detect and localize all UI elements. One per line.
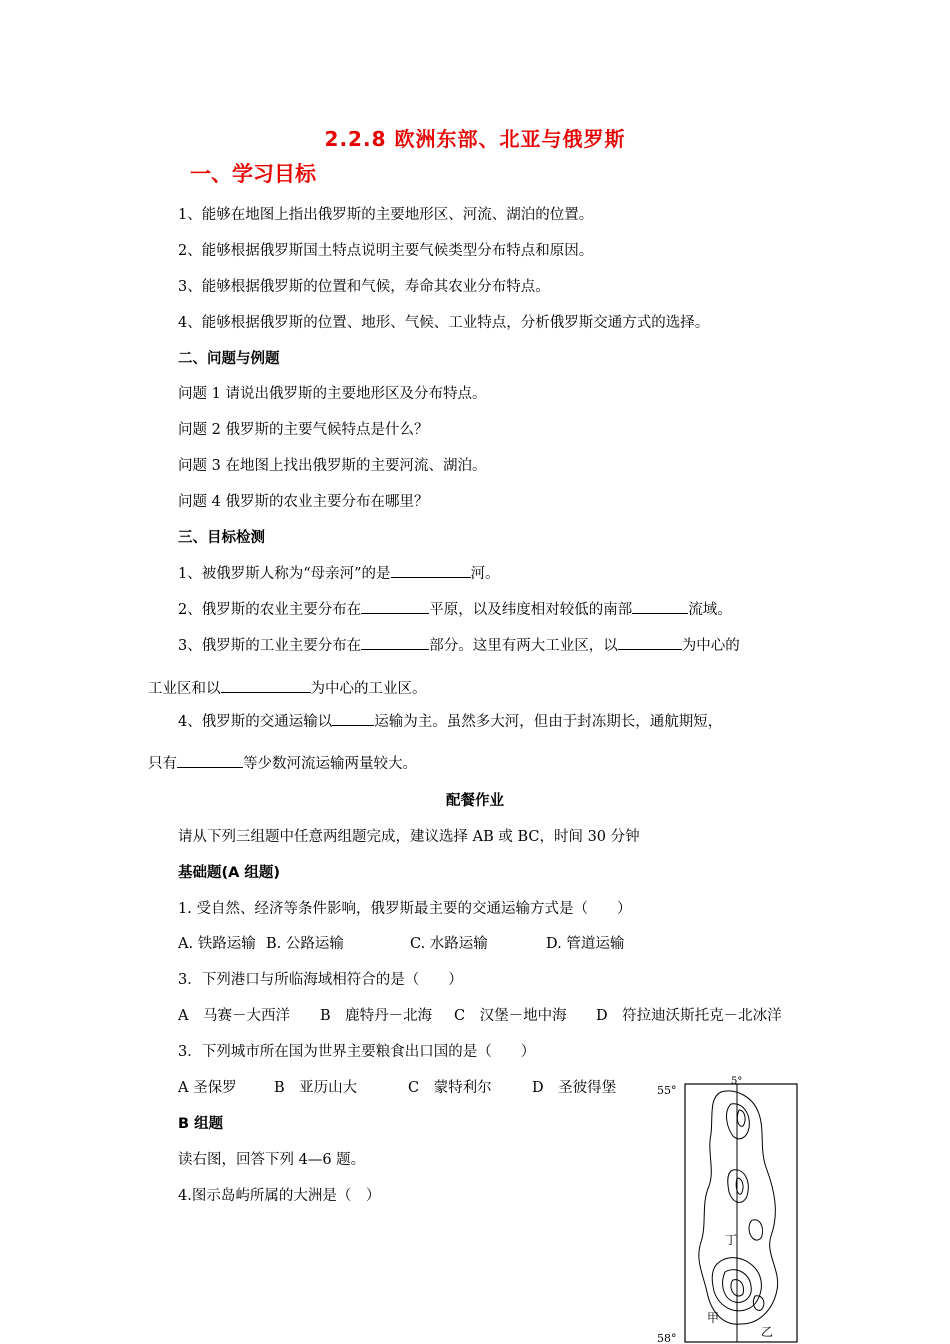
- answer-blank: [632, 599, 688, 614]
- lat-bottom-label: 58°: [657, 1332, 677, 1344]
- option-d: D. 管道运输: [546, 936, 625, 952]
- label-yi: 乙: [761, 1325, 774, 1339]
- answer-blank: [361, 599, 429, 614]
- lon-top-label: 5°: [731, 1076, 743, 1087]
- group-b-heading: B 组题: [178, 1116, 224, 1132]
- option-d: D 圣彼得堡: [532, 1080, 617, 1096]
- question-2: 问题 2 俄罗斯的主要气候特点是什么？: [178, 422, 429, 438]
- map-frame: [685, 1084, 797, 1342]
- option-a: A 圣保罗: [178, 1080, 237, 1096]
- question-4: 问题 4 俄罗斯的农业主要分布在哪里？: [178, 494, 429, 510]
- check-question-3-cont: 工业区和以 为中心的工业区。: [148, 677, 427, 698]
- option-d: D 符拉迪沃斯托克－北冰洋: [596, 1008, 782, 1024]
- answer-blank: [177, 753, 243, 768]
- option-a: A. 铁路运输: [178, 936, 256, 952]
- question-3: 问题 3 在地图上找出俄罗斯的主要河流、湖泊。: [178, 458, 487, 474]
- objective-1: 1、能够在地图上指出俄罗斯的主要地形区、河流、湖泊的位置。: [178, 207, 594, 223]
- lat-top-label: 55°: [657, 1084, 677, 1097]
- label-jia: 甲: [707, 1311, 720, 1325]
- page-title: 2.2.8 欧洲东部、北亚与俄罗斯: [324, 127, 626, 151]
- option-b: B. 公路运输: [266, 936, 344, 952]
- mcq-4: 4.图示岛屿所属的大洲是（ ）: [178, 1188, 381, 1204]
- option-c: C 蒙特利尔: [408, 1080, 492, 1096]
- check-question-1: 1、被俄罗斯人称为“母亲河”的是 河。: [178, 562, 500, 583]
- option-c: C 汉堡－地中海: [454, 1008, 567, 1024]
- label-ding: 丁: [725, 1233, 738, 1247]
- option-a: A 马赛－大西洋: [178, 1008, 290, 1024]
- check-question-4-cont: 只有 等少数河流运输两量较大。: [148, 752, 417, 773]
- answer-blank: [332, 711, 374, 726]
- answer-blank: [618, 635, 682, 650]
- answer-blank: [391, 563, 471, 578]
- mcq-3: 3．下列城市所在国为世界主要粮食出口国的是（ ）: [178, 1044, 536, 1060]
- group-b-intro: 读右图，回答下列 4—6 题。: [178, 1152, 366, 1168]
- option-b: B 鹿特丹－北海: [320, 1008, 433, 1024]
- homework-heading: 配餐作业: [446, 793, 504, 809]
- answer-blank: [221, 678, 311, 693]
- check-question-4: 4、俄罗斯的交通运输以 运输为主。虽然多大河，但由于封冻期长，通航期短，: [178, 710, 722, 731]
- answer-blank: [361, 635, 429, 650]
- objective-2: 2、能够根据俄罗斯国土特点说明主要气候类型分布特点和原因。: [178, 243, 594, 259]
- mcq-1: 1. 受自然、经济等条件影响，俄罗斯最主要的交通运输方式是（ ）: [178, 901, 632, 917]
- check-question-2: 2、俄罗斯的农业主要分布在 平原，以及纬度相对较低的南部 流域。: [178, 598, 732, 619]
- question-1: 问题 1 请说出俄罗斯的主要地形区及分布特点。: [178, 386, 487, 402]
- objective-4: 4、能够根据俄罗斯的位置、地形、气候、工业特点，分析俄罗斯交通方式的选择。: [178, 315, 710, 331]
- section3-heading: 三、目标检测: [178, 530, 265, 546]
- coastline: [699, 1091, 778, 1324]
- check-question-3: 3、俄罗斯的工业主要分布在 部分。这里有两大工业区，以 为中心的: [178, 634, 740, 655]
- section2-heading: 二、问题与例题: [178, 351, 280, 367]
- mcq-2: 3．下列港口与所临海域相符合的是（ ）: [178, 972, 463, 988]
- option-c: C. 水路运输: [410, 936, 488, 952]
- island-contour-map: [655, 1074, 805, 1344]
- homework-instruction: 请从下列三组题中任意两组题完成，建议选择 AB 或 BC，时间 30 分钟: [178, 829, 640, 845]
- group-a-heading: 基础题(A 组题): [178, 865, 281, 881]
- section1-heading: 一、学习目标: [190, 162, 316, 186]
- option-b: B 亚历山大: [274, 1080, 358, 1096]
- objective-3: 3、能够根据俄罗斯的位置和气候，寿命其农业分布特点。: [178, 279, 550, 295]
